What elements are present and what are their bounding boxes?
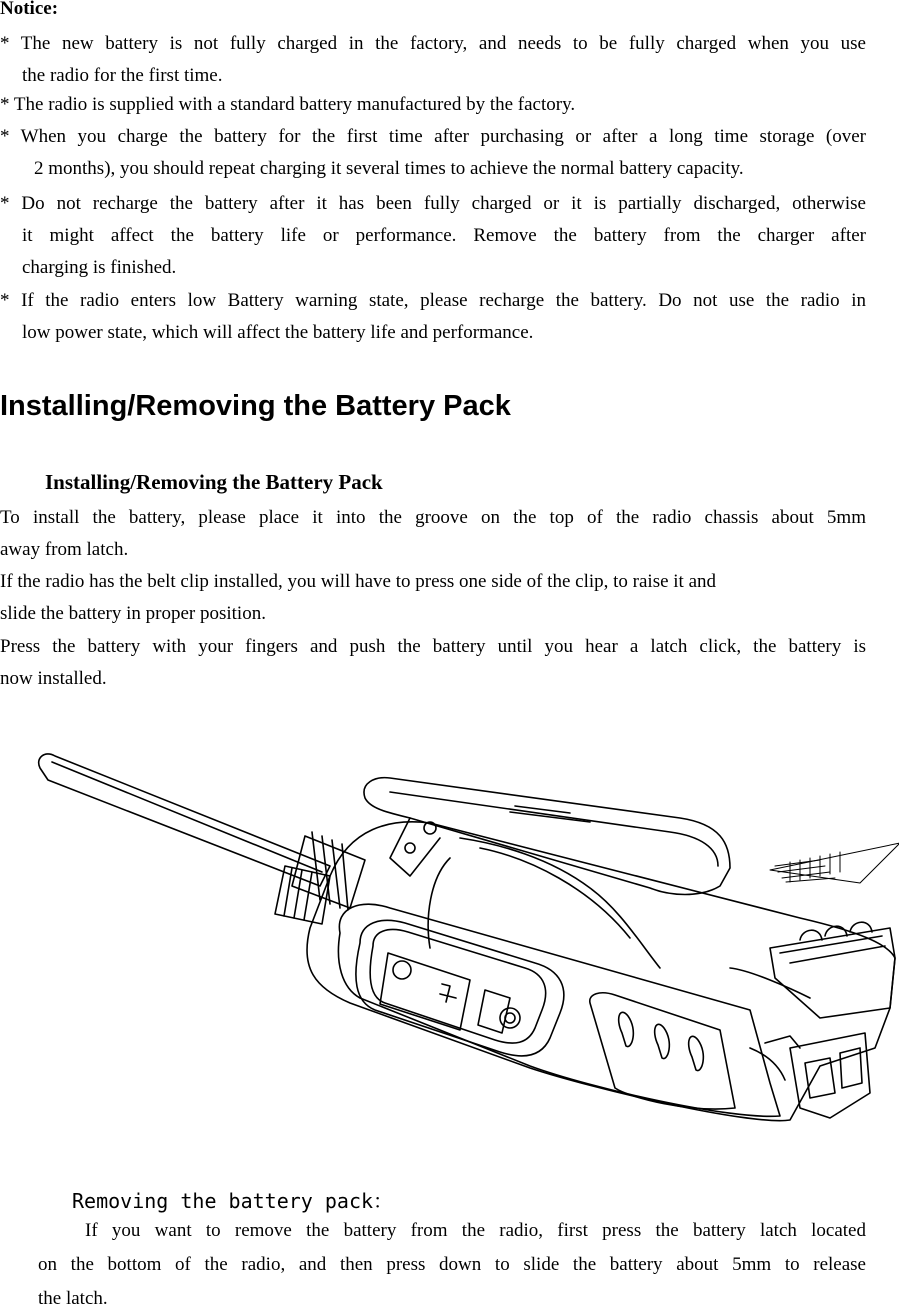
- notice-bullet-line: 2 months), you should repeat charging it several times to achieve the normal battery capacity.: [34, 158, 744, 179]
- install-paragraph-line: away from latch.: [0, 539, 129, 560]
- notice-bullet-line: * When you charge the battery for the first time after purchasing or after a long time storage (over: [0, 126, 866, 147]
- notice-bullet: [0, 89, 866, 121]
- notice-bullet-line: * The new battery is not fully charged in the factory, and needs to be fully charged when you use: [0, 33, 866, 54]
- install-paragraph-line: slide the battery in proper position.: [0, 603, 266, 624]
- subsection-title: Installing/Removing the Battery Pack: [45, 470, 383, 494]
- removing-paragraph-line: the latch.: [38, 1288, 108, 1309]
- notice-bullet-line: it might affect the battery life or performance. Remove the battery from the charger after: [22, 225, 866, 246]
- section-title: Installing/Removing the Battery Pack: [0, 390, 511, 422]
- notice-bullet-line: * Do not recharge the battery after it has been fully charged or it is partially discharged, otherwise: [0, 193, 866, 214]
- install-paragraph: [0, 502, 866, 566]
- install-paragraph: [0, 566, 866, 630]
- radio-battery-illustration: [30, 748, 899, 1138]
- notice-bullet-line: the radio for the first time.: [22, 65, 223, 86]
- notice-bullet-line: charging is finished.: [22, 257, 177, 278]
- removing-heading: Removing the battery pack：: [72, 1189, 394, 1213]
- notice-bullet: [0, 28, 866, 92]
- notice-bullet-line: low power state, which will affect the battery life and performance.: [22, 322, 534, 343]
- removing-paragraph: [38, 1214, 866, 1316]
- notice-bullet: [0, 188, 866, 284]
- notice-bullet: [0, 121, 866, 185]
- notice-bullet-line: * The radio is supplied with a standard battery manufactured by the factory.: [0, 94, 576, 115]
- notice-heading: Notice:: [0, 0, 59, 19]
- install-paragraph-line: Press the battery with your fingers and push the battery until you hear a latch click, the battery is: [0, 636, 866, 657]
- notice-bullet-line: * If the radio enters low Battery warning state, please recharge the battery. Do not use the radio in: [0, 290, 866, 311]
- removing-paragraph-line: on the bottom of the radio, and then press down to slide the battery about 5mm to release: [38, 1254, 866, 1275]
- install-paragraph: [0, 631, 866, 695]
- install-paragraph-line: now installed.: [0, 668, 107, 689]
- notice-bullet: [0, 285, 866, 349]
- install-paragraph-line: To install the battery, please place it into the groove on the top of the radio chassis about 5mm: [0, 507, 866, 528]
- install-paragraph-line: If the radio has the belt clip installed, you will have to press one side of the clip, to raise it and: [0, 571, 717, 592]
- removing-paragraph-line: If you want to remove the battery from the radio, first press the battery latch located: [85, 1220, 866, 1241]
